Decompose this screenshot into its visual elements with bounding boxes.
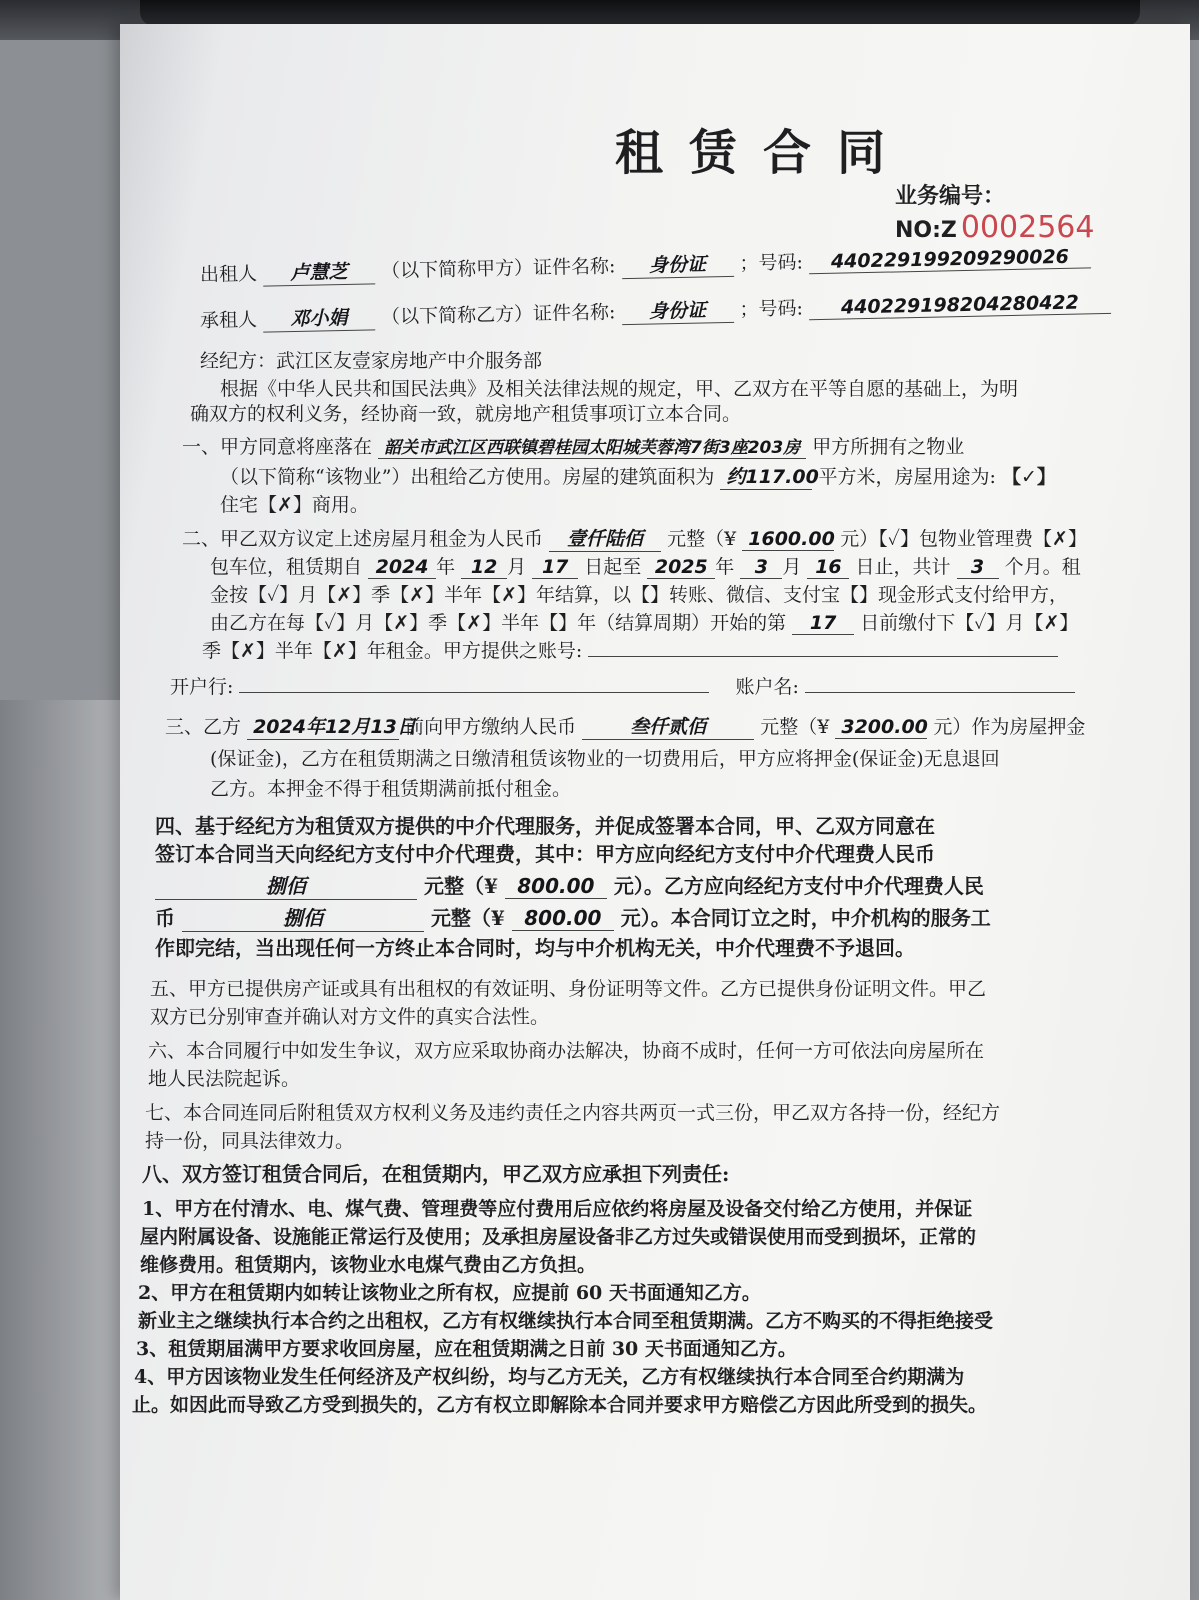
clause8-item3-line1: 3、租赁期届满甲方要求收回房屋，应在租赁期满之日前 30 天书面通知乙方。	[136, 1338, 797, 1360]
lease-end-month: 3	[740, 556, 782, 579]
payment-day: 17	[792, 612, 854, 635]
clause8-heading: 八、双方签订租赁合同后，在租赁期内，甲乙双方应承担下列责任:	[142, 1162, 730, 1186]
tenant-fee-number: 800.00	[512, 906, 614, 931]
account-name-blank	[805, 692, 1075, 693]
preamble-line-1: 根据《中华人民共和国民法典》及相关法律法规的规定，甲、乙双方在平等自愿的基础上，为明	[220, 378, 1019, 400]
bank-blank	[239, 692, 709, 693]
bank-row: 开户行: 账户名:	[170, 672, 1075, 699]
clause5-line-1: 五、甲方已提供房产证或具有出租权的有效证明、身份证明等文件。乙方已提供身份证明文件。甲乙	[150, 978, 987, 1000]
clause4-line-5: 作即完结，当出现任何一方终止本合同时，均与中介机构无关，中介代理费不予退回。	[155, 936, 915, 960]
lease-start-year: 2024	[368, 556, 436, 579]
lessor-id-number: 440229199209290026	[809, 245, 1091, 274]
clause1-line-1: 一、甲方同意将座落在 韶关市武江区西联镇碧桂园太阳城芙蓉湾7街3座203房 甲方所拥有之物业	[182, 432, 964, 459]
clause2-line-2: 包车位，租赁期自 2024 年 12 月 17 日起至 2025 年 3 月 16 日止，共计 3 个月。租	[210, 556, 1081, 578]
clause7-line-2: 持一份，同具法律效力。	[145, 1130, 355, 1152]
clause3-line-2: (保证金)，乙方在租赁期满之日缴清租赁该物业的一切费用后，甲方应将押金(保证金)无息退回	[210, 748, 1000, 770]
clause8-item2-line1: 2、甲方在租赁期内如转让该物业之所有权，应提前 60 天书面通知乙方。	[138, 1282, 761, 1304]
lease-start-month: 12	[461, 556, 507, 579]
landlord-fee-number: 800.00	[505, 874, 607, 899]
lessee-name: 邓小娟	[263, 302, 376, 332]
lessor-id-type: 身份证	[621, 249, 734, 279]
clause8-item1-line1: 1、甲方在付清水、电、煤气费、管理费等应付费用后应依约将房屋及设备交付给乙方使用，并保证	[142, 1198, 973, 1220]
tenant-fee-words: 捌佰	[182, 902, 424, 932]
lessor-name: 卢慧芝	[263, 256, 376, 286]
clause6-line-2: 地人民法院起诉。	[148, 1068, 301, 1090]
clause8-item1-line2: 屋内附属设备、设施能正常运行及使用；及承担房屋设备非乙方过失或错误使用而受到损坏，正常的	[140, 1226, 977, 1248]
account-number-blank	[588, 656, 1058, 657]
clause4-line-1: 四、基于经纪方为租赁双方提供的中介代理服务，并促成签署本合同，甲、乙双方同意在	[155, 814, 935, 838]
lessee-id-number: 440229198204280422	[809, 291, 1111, 320]
clause2-line-3: 金按【✓】月【✗】季【✗】半年【✗】年结算，以【】转账、微信、支付宝【】现金形式支付给甲方，	[210, 584, 1069, 606]
clause8-item4-line2: 止。如因此而导致乙方受到损失的，乙方有权立即解除本合同并要求甲方赔偿乙方因此所受到的损失。	[132, 1394, 988, 1416]
lease-months: 3	[957, 556, 999, 579]
monthly-rent-number: 1600.00	[742, 528, 834, 551]
clause5-line-2: 双方已分别审查并确认对方文件的真实合法性。	[150, 1006, 550, 1028]
monthly-rent-words: 壹仟陆佰	[549, 524, 661, 552]
clause2-line-1: 二、甲乙双方议定上述房屋月租金为人民币 壹仟陆佰 元整（¥ 1600.00 元）【✓】包物业管理费【✗】	[182, 524, 1087, 552]
contract-page	[120, 24, 1190, 1600]
business-number-value: 0002564	[960, 210, 1095, 245]
clause8-item1-line3: 维修费用。租赁期内，该物业水电煤气费由乙方负担。	[140, 1254, 597, 1276]
clause8-item2-line2: 新业主之继续执行本合约之出租权，乙方有权继续执行本合同至租赁期满。乙方不购买的不得拒绝接受	[138, 1310, 994, 1332]
lease-start-day: 17	[532, 556, 578, 579]
deposit-date: 2024年12月13日	[247, 712, 399, 740]
clause3-line-3: 乙方。本押金不得于租赁期满前抵付租金。	[210, 778, 572, 800]
agent-line: 经纪方：武江区友壹家房地产中介服务部	[200, 350, 543, 372]
clause3-line-1: 三、乙方 2024年12月13日 前向甲方缴纳人民币 叁仟贰佰 元整（¥ 3200.00 元）作为房屋押金	[165, 712, 1085, 740]
property-address: 韶关市武江区西联镇碧桂园太阳城芙蓉湾7街3座203房	[378, 433, 806, 459]
deposit-number: 3200.00	[835, 716, 927, 739]
clause4-line-2: 签订本合同当天向经纪方支付中介代理费，其中：甲方应向经纪方支付中介代理费人民币	[155, 842, 935, 866]
page-title: 租赁合同	[615, 125, 912, 181]
lease-end-year: 2025	[647, 556, 715, 579]
lessee-row: 承租人 邓小娟 （以下简称乙方）证件名称: 身份证 ；号码: 440229198204280422	[200, 287, 1111, 334]
clause1-line-3: 住宅【✗】商用。	[220, 494, 369, 516]
clause7-line-1: 七、本合同连同后附租赁双方权利义务及违约责任之内容共两页一式三份，甲乙双方各持一份，经纪方	[145, 1102, 1001, 1124]
building-area: 约117.00	[720, 462, 812, 490]
business-number	[895, 179, 1190, 245]
residential-checkbox: 【✓】	[1001, 466, 1056, 488]
lessee-id-type: 身份证	[621, 295, 734, 325]
clause1-line-2: （以下简称“该物业”）出租给乙方使用。房屋的建筑面积为 约117.00 平方米，房屋用途为: 【✓】	[220, 462, 1056, 490]
lease-end-day: 16	[807, 556, 849, 579]
clause2-line-5: 季【✗】半年【✗】年租金。甲方提供之账号:	[202, 636, 1058, 663]
pen-object	[140, 0, 1140, 26]
clause6-line-1: 六、本合同履行中如发生争议，双方应采取协商办法解决，协商不成时，任何一方可依法向房屋所在	[148, 1040, 985, 1062]
deposit-words: 叁仟贰佰	[582, 712, 754, 740]
clause4-line-4: 币 捌佰 元整（¥ 800.00 元）。本合同订立之时，中介机构的服务工	[155, 902, 991, 932]
desk-edge	[0, 700, 130, 1600]
clause4-line-3: 捌佰 元整（¥ 800.00 元）。乙方应向经纪方支付中介代理费人民	[155, 870, 984, 900]
landlord-fee-words: 捌佰	[155, 870, 417, 900]
clause2-line-4: 由乙方在每【✓】月【✗】季【✗】半年【】年（结算周期）开始的第 17 日前缴付下【✓】月【✗】	[210, 612, 1079, 634]
clause8-item4-line1: 4、甲方因该物业发生任何经济及产权纠纷，均与乙方无关，乙方有权继续执行本合同至合约期满为	[134, 1366, 965, 1388]
lessor-row: 出租人 卢慧芝 （以下简称甲方）证件名称: 身份证 ；号码: 440229199209290026	[200, 241, 1091, 288]
business-number-label: 业务编号：NO:Z	[895, 184, 1006, 243]
preamble-line-2: 确双方的权利义务，经协商一致，就房地产租赁事项订立本合同。	[190, 403, 742, 425]
